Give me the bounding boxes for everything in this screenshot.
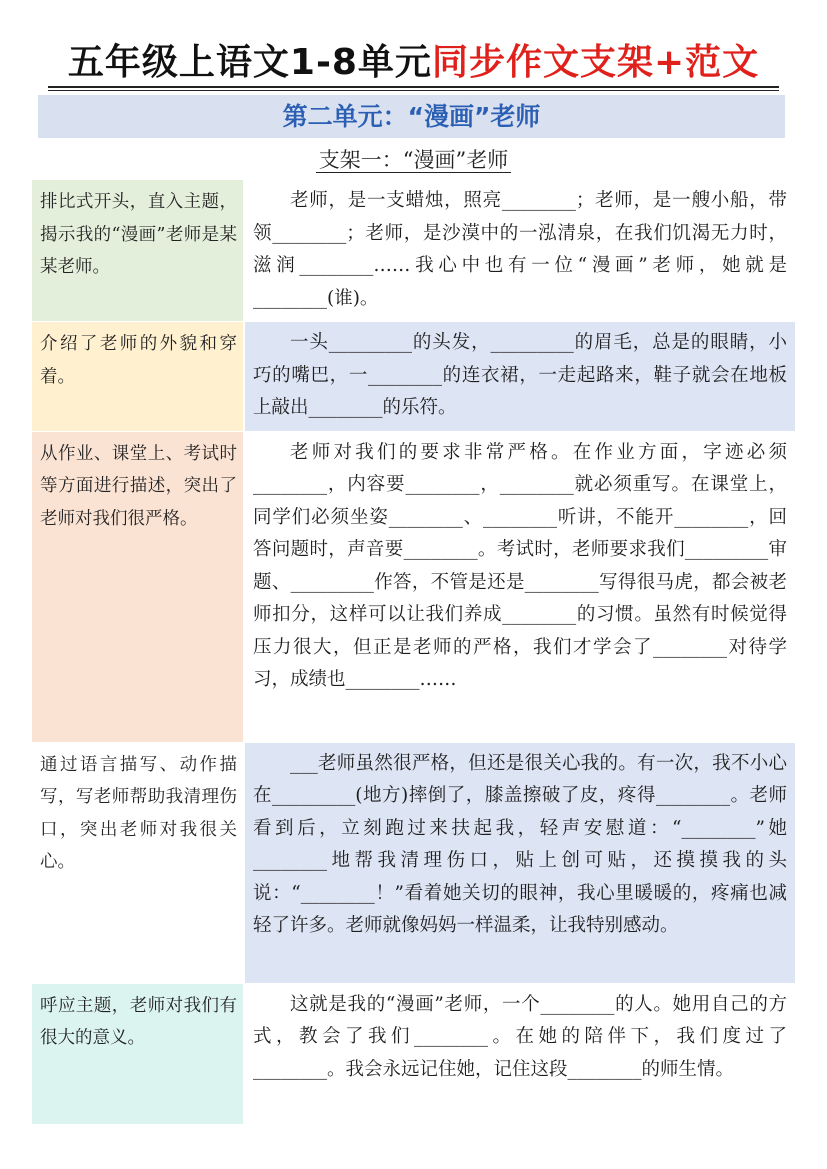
text-cell: ___老师虽然很严格，但还是很关心我的。有一次，我不小心在_________(地方)摔倒了，膝盖擦破了皮，疼得________。老师看到后，立刻跑过来扶起我，轻声安慰道：“________”她________地帮我清理伤口，贴上创可贴，还摸摸我的头说：“________！”看着她关切的眼神，我心里暖暖的，疼痛也减轻了许多。老师就像妈妈一样温柔，让我特别感动。 bbox=[244, 742, 795, 983]
text-cell: 这就是我的“漫画”老师，一个________的人。她用自己的方式，教会了我们________。在她的陪伴下，我们度过了________。我会永远记住她，记住这段________的师生情。 bbox=[244, 983, 795, 1124]
unit-banner: 第二单元：“漫画”老师 bbox=[38, 95, 785, 138]
guide-cell: 通过语言描写、动作描写，写老师帮助我清理伤口，突出老师对我很关心。 bbox=[32, 742, 244, 983]
frame-row-opening bbox=[32, 180, 795, 322]
page-title bbox=[0, 38, 827, 88]
frame-row-appearance bbox=[32, 322, 795, 432]
frame-row-caring bbox=[32, 742, 795, 983]
text-cell: 一头_________的头发，_________的眉毛，总是的眼睛，小巧的嘴巴，一________的连衣裙，一走起路来，鞋子就会在地板上敲出________的乐符。 bbox=[244, 322, 795, 432]
text-cell: 老师，是一支蜡烛，照亮________；老师，是一艘小船，带领________；老师，是沙漠中的一泓清泉，在我们饥渴无力时，滋润________……我心中也有一位“漫画”老师，她就是________(谁)。 bbox=[244, 180, 795, 322]
page-title-highlight: 同步作文支架+范文 bbox=[431, 42, 760, 83]
frame-title bbox=[0, 145, 827, 175]
guide-cell: 介绍了老师的外貌和穿着。 bbox=[32, 322, 244, 432]
frame-title-text: 支架一：“漫画”老师 bbox=[316, 148, 511, 173]
frame-row-ending bbox=[32, 983, 795, 1124]
guide-cell: 呼应主题，老师对我们有很大的意义。 bbox=[32, 983, 244, 1124]
guide-cell: 从作业、课堂上、考试时等方面进行描述，突出了老师对我们很严格。 bbox=[32, 431, 244, 742]
page-title-grade: 五年级上语文1-8单元 bbox=[67, 42, 432, 83]
guide-cell: 排比式开头，直入主题，揭示我的“漫画”老师是某某老师。 bbox=[32, 180, 244, 322]
title-underline-thin bbox=[48, 90, 779, 91]
title-underline bbox=[48, 86, 779, 88]
frame-row-strict bbox=[32, 431, 795, 742]
text-cell: 老师对我们的要求非常严格。在作业方面，字迹必须________，内容要________，________就必须重写。在课堂上，同学们必须坐姿________、________听讲，不能开________，回答问题时，声音要________。考试时，老师要求我们_________审题、_________作答，不管是还是________写得很马虎，都会被老师扣分，这样可以让我们养成________的习惯。虽然有时候觉得压力很大，但正是老师的严格，我们才学会了________对待学习，成绩也________…… bbox=[244, 431, 795, 742]
writing-frame-table bbox=[32, 180, 795, 1125]
